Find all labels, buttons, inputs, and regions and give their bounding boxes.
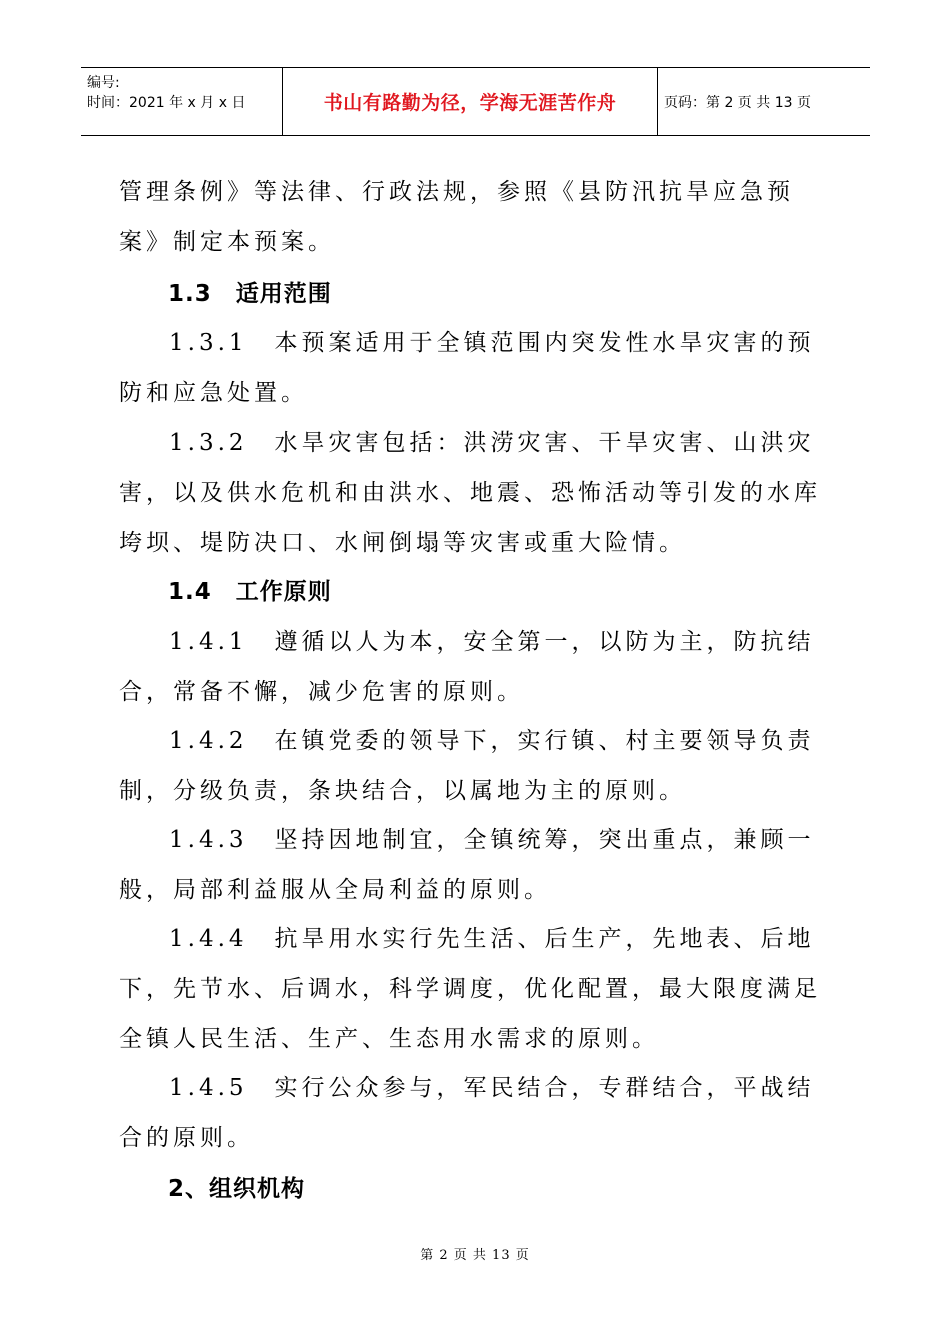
section-number: 1.3 (168, 281, 212, 307)
section-heading-1-4 (168, 567, 332, 617)
section-number: 1.4 (168, 579, 212, 605)
paragraph-continuation: 管理条例》等法律、行政法规，参照《县防汛抗旱应急预案》制定本预案。 (119, 179, 794, 255)
header-motto: 书山有路勤为径，学海无涯苦作舟 (282, 68, 658, 135)
paragraph-1-3-1: 1.3.1 本预案适用于全镇范围内突发性水旱灾害的预防和应急处置。 (119, 330, 815, 406)
paragraph-1-4-1: 1.4.1 遵循以人为本，安全第一，以防为主，防抗结合，常备不懈，减少危害的原则。 (119, 629, 815, 705)
section-heading-2: 2、组织机构 (168, 1176, 306, 1202)
paragraph-1-4-3: 1.4.3 坚持因地制宜，全镇统筹，突出重点，兼顾一般，局部利益服从全局利益的原则。 (119, 827, 815, 903)
section-title: 适用范围 (235, 281, 332, 307)
document-date-label: 时间：2021 年 x 月 x 日 (87, 95, 246, 111)
header-page-info: 页码：第 2 页 共 13 页 (664, 94, 811, 111)
page-footer: 第 2 页 共 13 页 (420, 1248, 530, 1263)
header-meta (81, 68, 282, 135)
paragraph-1-3-2: 1.3.2 水旱灾害包括：洪涝灾害、干旱灾害、山洪灾害，以及供水危机和由洪水、地震、恐怖活动等引发的水库垮坝、堤防决口、水闸倒塌等灾害或重大险情。 (119, 430, 821, 556)
document-number-label: 编号: (87, 75, 120, 91)
paragraph-1-4-4: 1.4.4 抗旱用水实行先生活、后生产，先地表、后地下，先节水、后调水，科学调度，优化配置，最大限度满足全镇人民生活、生产、生态用水需求的原则。 (119, 926, 821, 1052)
page-header (81, 67, 870, 136)
paragraph-1-4-2: 1.4.2 在镇党委的领导下，实行镇、村主要领导负责制，分级负责，条块结合，以属地为主的原则。 (119, 728, 815, 804)
section-heading-1-3 (168, 269, 332, 319)
section-title: 工作原则 (235, 579, 332, 605)
paragraph-1-4-5: 1.4.5 实行公众参与，军民结合，专群结合，平战结合的原则。 (119, 1075, 815, 1151)
